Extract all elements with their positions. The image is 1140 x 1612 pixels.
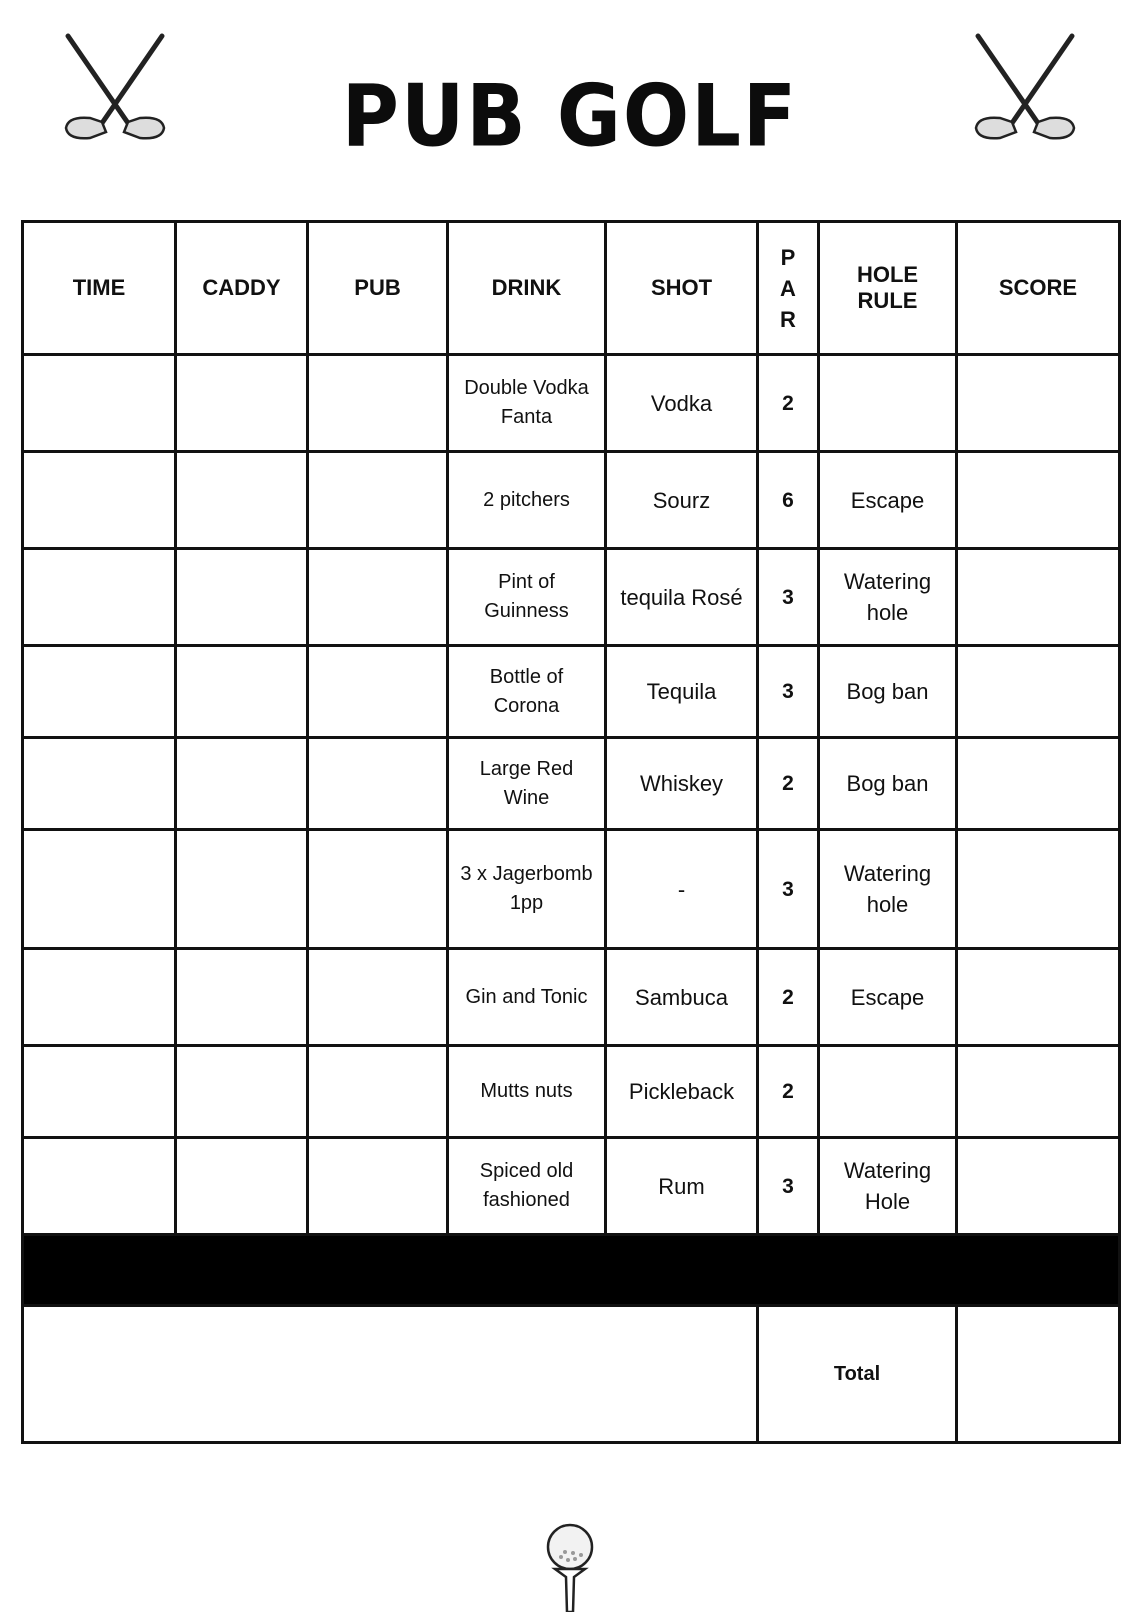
hole-rule-cell: Watering Hole — [819, 1138, 957, 1235]
time-cell[interactable] — [23, 830, 176, 949]
shot-cell: Sambuca — [606, 949, 758, 1046]
drink-cell: Double Vodka Fanta — [448, 355, 606, 452]
time-cell[interactable] — [23, 1138, 176, 1235]
caddy-cell[interactable] — [176, 1138, 308, 1235]
score-cell[interactable] — [957, 355, 1120, 452]
scorecard-table — [21, 220, 1121, 1444]
hole-row — [23, 646, 1120, 738]
score-cell[interactable] — [957, 646, 1120, 738]
pub-cell[interactable] — [308, 1138, 448, 1235]
caddy-cell[interactable] — [176, 1046, 308, 1138]
shot-cell: Sourz — [606, 452, 758, 549]
caddy-cell[interactable] — [176, 738, 308, 830]
hole-rule-cell: Escape — [819, 949, 957, 1046]
pub-cell[interactable] — [308, 355, 448, 452]
par-cell: 2 — [758, 1046, 819, 1138]
caddy-cell[interactable] — [176, 830, 308, 949]
par-cell: 2 — [758, 355, 819, 452]
drink-cell: Gin and Tonic — [448, 949, 606, 1046]
hole-rule-cell: Watering hole — [819, 549, 957, 646]
header-par — [758, 222, 819, 355]
shot-cell: Tequila — [606, 646, 758, 738]
time-cell[interactable] — [23, 738, 176, 830]
hole-row — [23, 1046, 1120, 1138]
par-cell: 3 — [758, 830, 819, 949]
pub-cell[interactable] — [308, 949, 448, 1046]
score-cell[interactable] — [957, 949, 1120, 1046]
time-cell[interactable] — [23, 949, 176, 1046]
header-par-letter: P — [780, 244, 796, 270]
pub-cell[interactable] — [308, 830, 448, 949]
golf-ball-tee-icon — [545, 1522, 595, 1612]
shot-cell: - — [606, 830, 758, 949]
drink-cell: Pint of Guinness — [448, 549, 606, 646]
shot-cell: tequila Rosé — [606, 549, 758, 646]
total-score-cell[interactable] — [957, 1306, 1120, 1443]
pub-cell[interactable] — [308, 646, 448, 738]
par-cell: 3 — [758, 1138, 819, 1235]
pub-cell[interactable] — [308, 452, 448, 549]
header-par-letter: A — [780, 275, 796, 301]
header-caddy: CADDY — [176, 222, 308, 355]
score-cell[interactable] — [957, 1046, 1120, 1138]
hole-row — [23, 738, 1120, 830]
header-shot: SHOT — [606, 222, 758, 355]
drink-cell: Mutts nuts — [448, 1046, 606, 1138]
time-cell[interactable] — [23, 549, 176, 646]
caddy-cell[interactable] — [176, 646, 308, 738]
score-cell[interactable] — [957, 1138, 1120, 1235]
time-cell[interactable] — [23, 355, 176, 452]
hole-row — [23, 949, 1120, 1046]
caddy-cell[interactable] — [176, 949, 308, 1046]
shot-cell: Whiskey — [606, 738, 758, 830]
header-score: SCORE — [957, 222, 1120, 355]
drink-cell: Large Red Wine — [448, 738, 606, 830]
header-pub: PUB — [308, 222, 448, 355]
score-cell[interactable] — [957, 738, 1120, 830]
par-cell: 3 — [758, 646, 819, 738]
hole-row — [23, 452, 1120, 549]
drink-cell: 3 x Jagerbomb 1pp — [448, 830, 606, 949]
hole-row — [23, 355, 1120, 452]
time-cell[interactable] — [23, 646, 176, 738]
caddy-cell[interactable] — [176, 452, 308, 549]
caddy-cell[interactable] — [176, 549, 308, 646]
par-cell: 2 — [758, 738, 819, 830]
hole-row — [23, 549, 1120, 646]
caddy-cell[interactable] — [176, 355, 308, 452]
par-cell: 2 — [758, 949, 819, 1046]
drink-cell: Bottle of Corona — [448, 646, 606, 738]
hole-row — [23, 1138, 1120, 1235]
header-hole-rule: HOLE RULE — [819, 222, 957, 355]
hole-rule-cell — [819, 1046, 957, 1138]
drink-cell: 2 pitchers — [448, 452, 606, 549]
shot-cell: Rum — [606, 1138, 758, 1235]
header-drink: DRINK — [448, 222, 606, 355]
header-row — [23, 222, 1120, 355]
score-cell[interactable] — [957, 452, 1120, 549]
header-time: TIME — [23, 222, 176, 355]
hole-rule-cell: Escape — [819, 452, 957, 549]
total-row — [23, 1306, 1120, 1443]
shot-cell: Pickleback — [606, 1046, 758, 1138]
score-cell[interactable] — [957, 830, 1120, 949]
drink-cell: Spiced old fashioned — [448, 1138, 606, 1235]
time-cell[interactable] — [23, 1046, 176, 1138]
hole-rule-cell: Bog ban — [819, 738, 957, 830]
shot-cell: Vodka — [606, 355, 758, 452]
page-title: PUB GOLF — [341, 67, 799, 167]
pub-cell[interactable] — [308, 549, 448, 646]
pub-cell[interactable] — [308, 738, 448, 830]
hole-rule-cell: Bog ban — [819, 646, 957, 738]
par-cell: 6 — [758, 452, 819, 549]
time-cell[interactable] — [23, 452, 176, 549]
hole-row — [23, 830, 1120, 949]
header-par-letter: R — [780, 306, 796, 332]
hole-rule-cell: Watering hole — [819, 830, 957, 949]
pub-cell[interactable] — [308, 1046, 448, 1138]
total-blank-cell[interactable] — [23, 1306, 758, 1443]
par-cell: 3 — [758, 549, 819, 646]
total-label: Total — [758, 1306, 957, 1443]
hole-rule-cell — [819, 355, 957, 452]
divider-bar — [23, 1235, 1120, 1306]
score-cell[interactable] — [957, 549, 1120, 646]
